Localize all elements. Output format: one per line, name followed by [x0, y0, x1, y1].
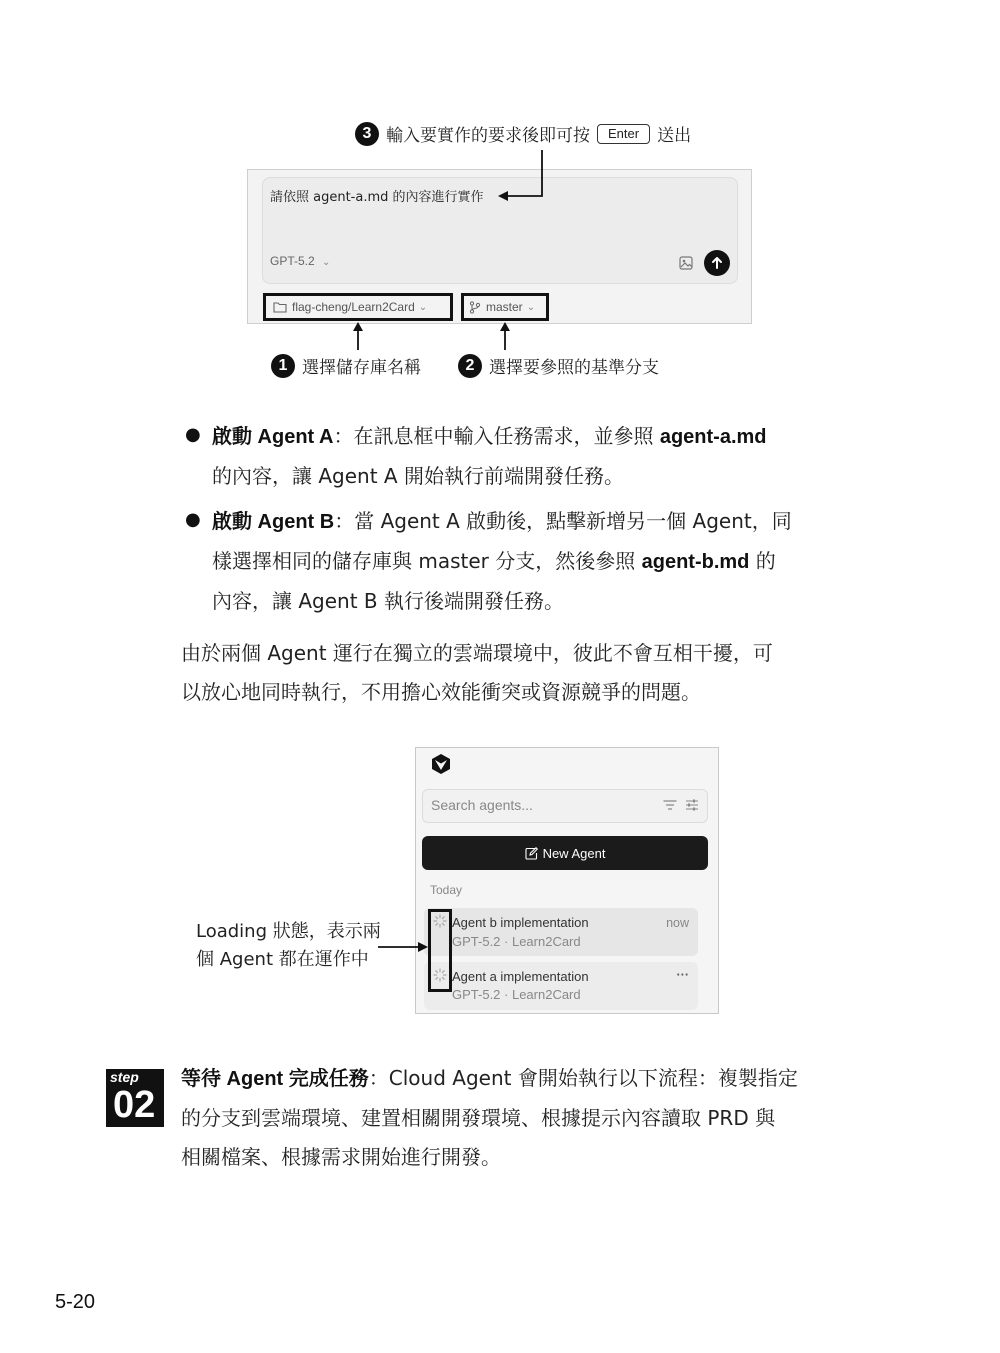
bold-lead: 等待 Agent 完成任務: [181, 1068, 369, 1090]
callout-repo: [271, 353, 421, 378]
chevron-down-icon: ⌄: [526, 301, 536, 313]
step-badge: [106, 1069, 164, 1127]
agent-title: Agent b implementation: [452, 915, 589, 930]
step-text: 的分支到雲端環境、建置相關開發環境、根據提示內容讀取 PRD 與: [181, 1106, 776, 1130]
branch-label: master: [486, 300, 523, 314]
section-today: Today: [430, 883, 463, 897]
page-number: 5-20: [55, 1291, 96, 1313]
step-text: ：Cloud Agent 會開始執行以下流程：複製指定: [368, 1066, 798, 1090]
enter-key: Enter: [597, 124, 650, 144]
callout-repo-text: 選擇儲存庫名稱: [302, 358, 421, 378]
body-paragraph: [181, 634, 853, 712]
callout-branch-text: 選擇要參照的基準分支: [489, 358, 659, 378]
bullet-text: 的內容，讓 Agent A 開始執行前端開發任務。: [212, 464, 624, 488]
bold-lead: 啟動 Agent B: [212, 511, 335, 533]
callout-send-text: 輸入要實作的要求後即可按: [386, 126, 590, 146]
bullet-text: 內容，讓 Agent B 執行後端開發任務。: [212, 589, 564, 613]
agent-title: Agent a implementation: [452, 969, 589, 984]
loading-arrow: [376, 940, 432, 954]
bullet-agent-a: [212, 417, 852, 496]
loading-callout-line: 個 Agent 都在運作中: [196, 949, 369, 970]
prompt-input[interactable]: 請依照 agent-a.md 的內容進行實作: [270, 190, 484, 205]
bullet-text: 的: [749, 549, 776, 573]
callout-branch: [458, 353, 659, 378]
agent-subtitle: GPT-5.2 · Learn2Card: [452, 987, 581, 1002]
loading-callout: [196, 918, 386, 974]
chevron-down-icon: ⌄: [322, 257, 331, 268]
more-options-icon[interactable]: ···: [676, 968, 689, 982]
callout-number-1: 1: [271, 354, 295, 378]
agent-subtitle: GPT-5.2 · Learn2Card: [452, 934, 581, 949]
bullet-text: 樣選擇相同的儲存庫與 master 分支，然後參照: [212, 549, 642, 573]
bullet-text: ：在訊息框中輸入任務需求，並參照: [333, 424, 660, 448]
step-number: 02: [113, 1084, 156, 1126]
sliders-icon[interactable]: [685, 798, 699, 812]
bullet-text: ：當 Agent A 啟動後，點擊新增另一個 Agent，同: [334, 509, 792, 533]
step-paragraph: [181, 1059, 853, 1177]
bullet-marker: ●: [185, 424, 201, 445]
model-label: GPT-5.2: [270, 254, 315, 268]
agent-row-a[interactable]: [424, 962, 698, 1010]
agent-time: now: [666, 916, 689, 930]
paragraph-line: 以放心地同時執行，不用擔心效能衝突或資源競爭的問題。: [181, 680, 701, 704]
step-word: step: [110, 1069, 139, 1085]
callout-number-3: 3: [355, 122, 379, 146]
bold-file: agent-a.md: [659, 426, 767, 448]
step-text: 相關檔案、根據需求開始進行開發。: [181, 1145, 501, 1169]
chevron-down-icon: ⌄: [418, 301, 428, 313]
callout-arrows: [0, 0, 1000, 400]
bold-lead: 啟動 Agent A: [212, 426, 334, 448]
search-placeholder: Search agents...: [431, 797, 533, 813]
callout-number-2: 2: [458, 354, 482, 378]
cursor-logo-icon: [430, 753, 452, 775]
bold-file: agent-b.md: [641, 551, 750, 573]
bullet-agent-b: [212, 502, 852, 621]
bullet-marker: ●: [185, 509, 201, 530]
paragraph-line: 由於兩個 Agent 運行在獨立的雲端環境中，彼此不會互相干擾，可: [181, 641, 773, 665]
repo-label: flag-cheng/Learn2Card: [292, 300, 415, 314]
callout-send-text-after: 送出: [657, 126, 692, 146]
edit-icon: [525, 847, 538, 860]
new-agent-label: New Agent: [542, 845, 606, 861]
new-agent-button[interactable]: [422, 836, 708, 870]
filter-icon[interactable]: [663, 799, 677, 811]
agent-row-b[interactable]: [424, 908, 698, 956]
loading-callout-line: Loading 狀態，表示兩: [196, 921, 381, 942]
